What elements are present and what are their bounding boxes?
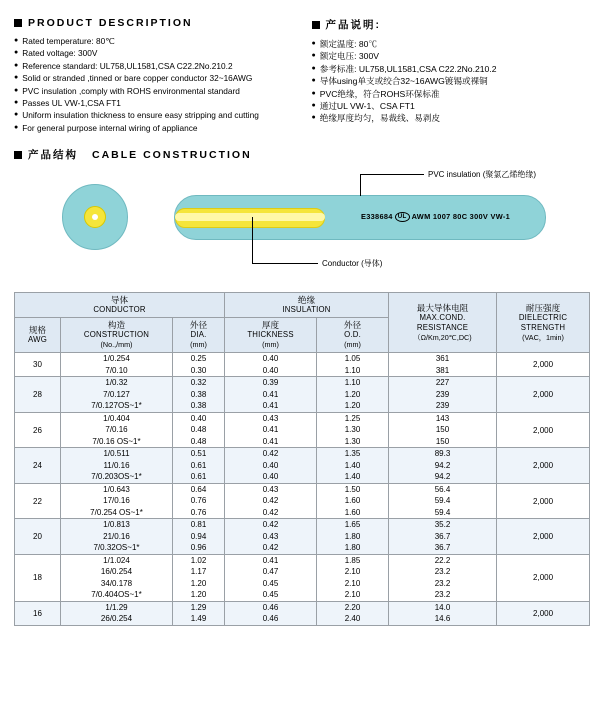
section-heading-product-description-en <box>14 17 302 29</box>
cell-construction: 1/0.643 17/0.16 7/0.254 OS~1* <box>61 483 173 519</box>
section-title-construction-en: CABLE CONSTRUCTION <box>92 148 252 161</box>
section-title-cn: 产品说明: <box>325 19 381 31</box>
cell-od: 1.10 1.20 1.20 <box>317 377 389 413</box>
header-od-en: O.D. <box>344 330 361 340</box>
cell-resistance: 56.4 59.4 59.4 <box>389 483 497 519</box>
description-text: Passes UL VW-1,CSA FT1 <box>22 98 121 109</box>
header-dia <box>173 318 225 353</box>
cell-dia: 0.40 0.48 0.48 <box>173 412 225 448</box>
cell-construction: 1/0.32 7/0.127 7/0.127OS~1* <box>61 377 173 413</box>
header-insulation-group <box>225 293 389 318</box>
cell-od: 1.50 1.60 1.60 <box>317 483 389 519</box>
cell-dia: 0.64 0.76 0.76 <box>173 483 225 519</box>
section-heading-cable-construction <box>14 147 589 162</box>
cell-resistance: 35.2 36.7 36.7 <box>389 519 497 555</box>
cell-od: 1.85 2.10 2.10 2.10 <box>317 554 389 601</box>
cable-marking <box>361 212 510 223</box>
bullet-icon: ● <box>311 52 316 60</box>
description-text: PVC insulation ,comply with ROHS environmental standard <box>22 85 240 96</box>
bullet-icon: ● <box>311 64 316 72</box>
cell-thickness: 0.39 0.41 0.41 <box>225 377 317 413</box>
leader-line-conductor-vertical <box>252 217 253 263</box>
description-column-en <box>14 17 302 134</box>
list-item <box>312 112 590 124</box>
cell-od: 1.65 1.80 1.80 <box>317 519 389 555</box>
table-header-group-row <box>15 293 590 318</box>
cable-cross-section <box>62 184 128 250</box>
bullet-icon: ● <box>311 102 316 110</box>
ul-logo-icon: UL <box>395 212 410 222</box>
table-row <box>15 448 590 484</box>
header-dielectric-en2: STRENGTH <box>520 322 566 332</box>
header-resistance <box>389 293 497 353</box>
table-row <box>15 554 590 601</box>
cable-body <box>174 195 546 240</box>
product-description-section <box>14 17 589 134</box>
cell-dielectric: 2,000 <box>497 519 590 555</box>
cell-dia: 0.81 0.94 0.96 <box>173 519 225 555</box>
cell-awg: 24 <box>15 448 61 484</box>
description-text: PVC绝缘，符合ROHS环保标准 <box>319 88 440 99</box>
list-item <box>14 72 302 84</box>
cell-od: 1.25 1.30 1.30 <box>317 412 389 448</box>
table-row <box>15 353 590 377</box>
description-text: 绝缘厚度均匀，易裁线、易剥皮 <box>319 113 441 124</box>
cell-construction: 1/0.404 7/0.16 7/0.16 OS~1* <box>61 412 173 448</box>
bullet-icon: ● <box>14 123 19 131</box>
bullet-icon: ● <box>14 74 19 82</box>
cell-construction: 1/1.29 26/0.254 <box>61 601 173 625</box>
cell-od: 2.20 2.40 <box>317 601 389 625</box>
header-construction-cn: 构造 <box>107 320 126 331</box>
cell-dia: 0.25 0.30 <box>173 353 225 377</box>
cell-construction: 1/1.024 16/0.254 34/0.178 7/0.404OS~1* <box>61 554 173 601</box>
bullet-icon: ● <box>14 37 19 44</box>
cell-dielectric: 2,000 <box>497 353 590 377</box>
header-construction-en: CONSTRUCTION <box>83 330 150 340</box>
header-insulation-en: INSULATION <box>282 305 331 315</box>
cell-resistance: 143 150 150 <box>389 412 497 448</box>
square-bullet-icon <box>14 19 22 27</box>
bullet-icon: ● <box>14 61 19 69</box>
bullet-icon: ● <box>14 86 19 94</box>
cell-thickness: 0.43 0.42 0.42 <box>225 483 317 519</box>
cell-dielectric: 2,000 <box>497 412 590 448</box>
description-text: Rated voltage: 300V <box>22 48 98 59</box>
list-item <box>14 47 302 59</box>
cell-od: 1.05 1.10 <box>317 353 389 377</box>
bullet-icon: ● <box>311 40 316 47</box>
list-item <box>14 122 302 134</box>
header-dielectric <box>497 293 590 353</box>
table-row <box>15 519 590 555</box>
bullet-icon: ● <box>14 111 19 119</box>
bullet-icon: ● <box>14 49 19 57</box>
table-row <box>15 412 590 448</box>
header-resistance-en2: RESISTANCE <box>416 322 469 332</box>
description-text: Solid or stranded ,tinned or bare copper conductor 32~16AWG <box>22 73 253 84</box>
cable-construction-section <box>14 147 589 280</box>
list-item <box>312 50 590 62</box>
header-thickness-cn: 厚度 <box>261 320 280 331</box>
header-dia-cn: 外径 <box>189 320 208 331</box>
description-list-cn <box>312 38 590 125</box>
cell-dielectric: 2,000 <box>497 554 590 601</box>
cell-construction: 1/0.254 7/0.10 <box>61 353 173 377</box>
header-dia-unit: (mm) <box>190 340 207 350</box>
header-od-cn: 外径 <box>343 320 362 331</box>
cell-thickness: 0.43 0.41 0.41 <box>225 412 317 448</box>
cell-resistance: 361 381 <box>389 353 497 377</box>
leader-line-insulation-horizontal <box>360 174 424 175</box>
specification-table <box>14 292 590 626</box>
label-conductor: Conductor (导体) <box>322 259 383 269</box>
bullet-icon: ● <box>14 99 19 107</box>
square-bullet-icon <box>14 151 22 159</box>
section-heading-product-description-cn <box>312 17 590 32</box>
cell-dielectric: 2,000 <box>497 483 590 519</box>
header-construction <box>61 318 173 353</box>
header-od-unit: (mm) <box>344 340 361 350</box>
description-text: 导体using单支或绞合32~16AWG镀锡或裸铜 <box>319 76 488 87</box>
description-list-en <box>14 35 302 134</box>
cell-dia: 1.02 1.17 1.20 1.20 <box>173 554 225 601</box>
cable-diagram <box>14 168 589 280</box>
table-row <box>15 483 590 519</box>
cell-awg: 30 <box>15 353 61 377</box>
bullet-icon: ● <box>311 89 316 97</box>
table-body <box>15 353 590 626</box>
cell-construction: 1/0.511 11/0.16 7/0.203OS~1* <box>61 448 173 484</box>
description-text: 额定电压: 300V <box>319 51 379 62</box>
list-item <box>312 63 590 75</box>
cell-awg: 26 <box>15 412 61 448</box>
description-text: Reference standard: UL758,UL1581,CSA C22.2No.210.2 <box>22 60 233 71</box>
cell-dielectric: 2,000 <box>497 601 590 625</box>
cell-thickness: 0.42 0.40 0.40 <box>225 448 317 484</box>
cell-od: 1.35 1.40 1.40 <box>317 448 389 484</box>
list-item <box>14 109 302 121</box>
cell-thickness: 0.40 0.40 <box>225 353 317 377</box>
square-bullet-icon <box>312 21 320 29</box>
description-text: Rated temperature: 80℃ <box>22 36 115 46</box>
cell-dia: 1.29 1.49 <box>173 601 225 625</box>
cell-dia: 0.32 0.38 0.38 <box>173 377 225 413</box>
cell-dielectric: 2,000 <box>497 377 590 413</box>
list-item <box>14 60 302 72</box>
header-dielectric-en1: DIELECTRIC <box>518 312 568 322</box>
cell-awg: 18 <box>15 554 61 601</box>
header-thickness <box>225 318 317 353</box>
cell-dielectric: 2,000 <box>497 448 590 484</box>
description-text: 额定温度: 80℃ <box>319 39 378 49</box>
header-resistance-en1: MAX.COND. <box>419 312 466 322</box>
bullet-icon: ● <box>311 77 316 85</box>
header-resistance-unit: （Ω/Km,20℃,DC) <box>413 332 472 342</box>
conductor-center-dot <box>92 214 98 220</box>
table-row <box>15 377 590 413</box>
list-item <box>14 97 302 109</box>
list-item <box>312 100 590 112</box>
table-row <box>15 601 590 625</box>
cell-resistance: 22.2 23.2 23.2 23.2 <box>389 554 497 601</box>
conductor-highlight <box>175 213 325 221</box>
header-awg-cn: 规格 <box>28 325 47 336</box>
cable-marking-code: E338684 <box>361 212 393 222</box>
header-od <box>317 318 389 353</box>
cell-resistance: 14.0 14.6 <box>389 601 497 625</box>
header-dia-en: DIA. <box>190 330 207 340</box>
header-insulation-cn: 绝缘 <box>297 295 316 306</box>
cable-marking-rating: AWM 1007 80C 300V VW-1 <box>411 212 511 222</box>
cell-thickness: 0.41 0.47 0.45 0.45 <box>225 554 317 601</box>
list-item <box>312 75 590 87</box>
header-thickness-en: THICKNESS <box>247 330 294 340</box>
description-column-cn <box>302 17 590 134</box>
leader-line-conductor-horizontal <box>252 263 318 264</box>
cell-awg: 22 <box>15 483 61 519</box>
header-dielectric-unit: (VAC，1min) <box>522 332 564 342</box>
list-item <box>14 35 302 47</box>
description-text: Uniform insulation thickness to ensure easy stripping and cutting <box>22 110 259 121</box>
cell-awg: 28 <box>15 377 61 413</box>
header-thickness-unit: (mm) <box>262 340 279 350</box>
bullet-icon: ● <box>311 114 316 122</box>
description-text: 参考标准: UL758,UL1581,CSA C22.2No.210.2 <box>319 63 497 74</box>
list-item <box>312 38 590 50</box>
header-conductor-cn: 导体 <box>110 295 129 306</box>
header-awg-en: AWG <box>28 335 47 345</box>
list-item <box>14 85 302 97</box>
cell-dia: 0.51 0.61 0.61 <box>173 448 225 484</box>
leader-line-insulation-vertical <box>360 174 361 196</box>
cell-thickness: 0.46 0.46 <box>225 601 317 625</box>
label-pvc-insulation: PVC insulation (聚氯乙烯绝缘) <box>428 170 537 180</box>
section-title-construction-cn: 产品结构 <box>28 149 78 162</box>
cell-construction: 1/0.813 21/0.16 7/0.32OS~1* <box>61 519 173 555</box>
header-conductor-group <box>15 293 225 318</box>
cell-awg: 16 <box>15 601 61 625</box>
header-conductor-en: CONDUCTOR <box>93 305 146 315</box>
header-resistance-cn: 最大导体电阻 <box>416 302 469 313</box>
header-awg <box>15 318 61 353</box>
description-text: 通过UL VW-1、CSA FT1 <box>319 101 415 112</box>
description-text: For general purpose internal wiring of appliance <box>22 122 198 133</box>
section-title-en: PRODUCT DESCRIPTION <box>28 17 193 29</box>
cell-resistance: 89.3 94.2 94.2 <box>389 448 497 484</box>
list-item <box>312 88 590 100</box>
cell-awg: 20 <box>15 519 61 555</box>
cell-thickness: 0.42 0.43 0.42 <box>225 519 317 555</box>
cell-resistance: 227 239 239 <box>389 377 497 413</box>
header-dielectric-cn: 耐压强度 <box>525 302 561 313</box>
header-construction-unit: (No.,/mm) <box>100 340 133 350</box>
